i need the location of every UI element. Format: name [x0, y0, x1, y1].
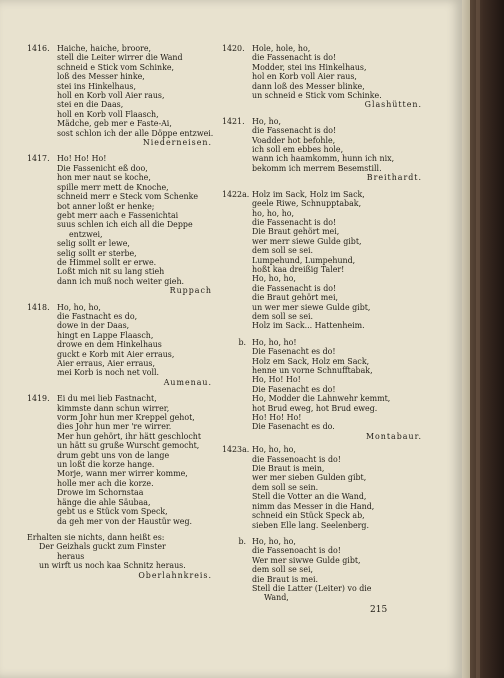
verse-line: Ei du mei lieb Fastnacht,	[57, 394, 157, 404]
verse-line: dies Johr hun mer 're wirrer.	[57, 422, 172, 432]
verse-number: 1416.	[27, 44, 50, 53]
verse-line: dem soll se sei,	[252, 565, 314, 575]
verse-line: dem soll se sein.	[252, 482, 319, 492]
verse-source: Montabaur.	[365, 431, 422, 441]
verse-line: dann ich muß noch weiter gieh.	[57, 276, 185, 286]
verse-line: schneid ein Stück Speck ab,	[252, 511, 365, 521]
verse-line: Mädche, geb mer e Faste-Ai,	[57, 119, 172, 129]
left-column	[27, 44, 212, 580]
verse-line: Ho, Ho! Ho!	[252, 375, 301, 385]
verse-line: un loßt die korze hange.	[57, 460, 155, 470]
verse-line: geele Riwe, Schnupptabak,	[252, 199, 362, 209]
verse-line: Lumpehund, Lumpehund,	[252, 255, 356, 265]
verse-line: die Fastnacht es do,	[57, 311, 138, 321]
verse-line: hol en Korb voll Aier raus,	[252, 72, 357, 82]
verse-1421	[222, 117, 422, 183]
verse-1417	[27, 154, 212, 295]
verse-line: Die Braut is mein,	[252, 464, 325, 474]
verse-1418	[27, 303, 212, 388]
verse-line: da geh mer von der Haustür weg.	[57, 516, 193, 526]
verse-line: bot anner loßt er henke;	[57, 201, 155, 211]
page-number: 215	[370, 605, 388, 615]
verse-line: Holz em Sack, Holz em Sack,	[252, 356, 370, 366]
verse-1422b	[222, 338, 422, 441]
verse-number: 1423a.	[222, 445, 250, 455]
verse-line: die Fassenacht is do!	[252, 53, 337, 63]
verse-line: ho, ho, ho,	[252, 208, 295, 218]
verse-line: selig sollt er sterbe,	[57, 248, 137, 258]
verse-1423a	[222, 445, 422, 530]
verse-1422a	[222, 190, 422, 331]
verse-line: schneid merr e Steck vom Schenke	[57, 192, 199, 202]
verse-line: vorm Johr hun mer Kreppel gehot,	[57, 413, 195, 423]
verse-line: holle mer ach die korze.	[57, 478, 154, 488]
verse-source: Niederneisen.	[142, 138, 212, 148]
verse-number: 1420.	[222, 44, 245, 53]
verse-number: 1419.	[27, 394, 50, 404]
verse-number: 1417.	[27, 154, 50, 164]
verse-number: 1421.	[222, 116, 245, 126]
verse-source: Aumenau.	[163, 377, 212, 387]
verse-source: Oberlahnkreis.	[138, 570, 212, 580]
verse-line: stei ins Hinkelhaus,	[57, 81, 136, 91]
verse-source: Ruppach	[169, 286, 212, 296]
verse-line: un wer mer siewe Gulde gibt,	[252, 302, 371, 312]
verse-line: dowe in der Daas,	[57, 321, 130, 331]
verse-line: loß des Messer hinke,	[57, 72, 145, 82]
verse-line: wer merr siewe Gulde gibt,	[252, 236, 362, 246]
verse-line: dem soll se sei.	[252, 311, 314, 321]
right-column	[222, 44, 422, 610]
verse-line: Wer mer siwwe Gulde gibt,	[252, 555, 361, 565]
verse-line: Ho, ho, ho,	[252, 536, 296, 546]
verse-line: bekomm ich merrem Besemstill.	[252, 163, 382, 173]
verse-line: Ho, ho, ho,	[252, 274, 296, 284]
verse-1420	[222, 44, 422, 110]
verse-1416	[27, 44, 212, 147]
verse-line: hot Brud eweg, hot Brud eweg.	[252, 403, 378, 413]
verse-line: wann ich haamkomm, hunn ich nix,	[252, 154, 395, 164]
verse-line: hoßt kaa dreißig Taler!	[252, 264, 345, 274]
verse-line: Ho, Modder die Lahnwehr kemmt,	[252, 394, 391, 404]
verse-line: holl en Korb voll Aier raus,	[57, 91, 165, 101]
verse-line: Loßt mich nit su lang stieh	[57, 267, 165, 277]
verse-line: drum gebt uns von de lange	[57, 450, 170, 460]
verse-line: die Fassenoacht is do!	[252, 454, 341, 464]
verse-line: Ho, ho, ho!	[252, 337, 297, 347]
verse-line: Mer hun gehört, ihr hätt geschlocht	[57, 431, 202, 441]
verse-number: b.	[238, 337, 246, 347]
verse-line: Stell die Votter an die Wand,	[252, 492, 367, 502]
verse-line: sieben Elle lang. Seelenberg.	[252, 520, 369, 530]
verse-line: mei Korb is noch net voll.	[57, 368, 160, 378]
verse-line: Hole, hole, ho,	[252, 44, 311, 53]
verse-line: die Fassenoacht is do!	[252, 546, 341, 556]
note-intro: Erhalten sie nichts, dann heißt es:	[27, 532, 165, 542]
verse-line: hänge die ahle Säubaa,	[57, 497, 151, 507]
verse-line: stell die Leiter wirrer die Wand	[57, 53, 183, 63]
verse-line: Ho, ho, ho,	[57, 302, 101, 312]
verse-number: 1418.	[27, 302, 50, 312]
verse-line: henne un vorne Schnufftabak,	[252, 366, 373, 375]
verse-line: sost schlon ich der alle Döppe entzwei.	[57, 128, 214, 138]
verse-number: 1422a.	[222, 189, 250, 199]
verse-number: b.	[238, 536, 246, 546]
verse-line: drowe en dem Hinkelhaus	[57, 340, 162, 350]
verse-line: Aier erraus, Aier erraus,	[57, 359, 155, 368]
verse-line: Ho! Ho! Ho!	[252, 413, 302, 423]
verse-1423b	[222, 537, 422, 603]
verse-line: die Braut gehört mei,	[252, 293, 338, 303]
verse-line: Wand,	[264, 593, 289, 603]
verse-line: entzwei,	[69, 229, 103, 239]
verse-line: hon mer naut se koche,	[57, 173, 151, 183]
verse-line: un wirft us noch kaa Schnitz heraus.	[39, 561, 186, 571]
verse-line: Haiche, haiche, broore,	[57, 44, 152, 53]
verse-line: Morje, wann mer wirrer komme,	[57, 469, 188, 479]
verse-line: Die Fasenacht es do!	[252, 384, 336, 394]
verse-line: Ho, ho, ho,	[252, 445, 296, 455]
verse-line: wer mer sieben Gulden gibt,	[252, 473, 367, 483]
verse-line: un schneid e Stick vom Schinke.	[252, 91, 382, 101]
verse-line: stei en die Daas,	[57, 100, 124, 110]
verse-line: Drowe im Schornstaa	[57, 488, 144, 498]
verse-line: Modder, stei ins Hinkelhaus,	[252, 62, 367, 72]
verse-line: Holz im Sack... Hattenheim.	[252, 321, 365, 331]
verse-line: Die Fasenacht es do!	[252, 347, 336, 357]
verse-line: Holz im Sack, Holz im Sack,	[252, 189, 365, 199]
verse-line: die Fassenacht is do!	[252, 126, 337, 136]
verse-line: heraus	[57, 551, 85, 561]
verse-line: Ho! Ho! Ho!	[57, 154, 107, 164]
verse-1419-note	[27, 533, 212, 580]
verse-line: gebt us e Stück vom Speck,	[57, 507, 168, 517]
book-cover-edge	[470, 0, 504, 678]
verse-line: Ho, ho,	[252, 116, 281, 126]
verse-line: die Braut is mei.	[252, 574, 319, 584]
verse-line: Die Fassenicht eß doo,	[57, 163, 148, 173]
verse-line: Stell die Latter (Leiter) vo die	[252, 583, 372, 593]
verse-line: kimmste dann schun wirrer,	[57, 403, 170, 413]
verse-line: Die Braut gehört mei,	[252, 227, 340, 237]
verse-line: de Himmel sollt er erwe.	[57, 257, 157, 267]
verse-line: nimm das Messer in die Hand,	[252, 501, 375, 511]
verse-line: dann loß des Messer blinke,	[252, 81, 365, 91]
verse-1419	[27, 394, 212, 526]
verse-line: hingt en Lappe Flaasch,	[57, 330, 154, 340]
verse-source: Breithardt.	[366, 173, 422, 183]
verse-line: suus schlen ich eich all die Deppe	[57, 220, 193, 230]
verse-source: Glashütten.	[364, 100, 422, 110]
verse-line: die Fassenacht is do!	[252, 217, 337, 227]
verse-line: un hätt su gruße Wurscht gemocht,	[57, 441, 200, 451]
verse-line: Der Geizhals guckt zum Finster	[39, 542, 166, 552]
verse-line: holl en Korb voll Flaasch,	[57, 109, 159, 119]
verse-line: guckt e Korb mit Aier erraus,	[57, 349, 175, 359]
verse-line: die Fassenacht is do!	[252, 283, 337, 293]
verse-line: selig sollt er lewe,	[57, 239, 130, 249]
verse-line: Die Fasenacht es do.	[252, 422, 335, 432]
verse-line: Voadder hot befohle,	[252, 135, 336, 145]
verse-line: schneid e Stick vom Schinke,	[57, 62, 175, 72]
verse-line: spille merr mett de Knoche,	[57, 182, 169, 192]
verse-line: dem soll se sei.	[252, 246, 314, 256]
verse-line: gebt merr aach e Fassenichtai	[57, 210, 179, 220]
verse-line: ich soll em ebbes hole,	[252, 145, 344, 155]
page-edge	[462, 0, 470, 678]
